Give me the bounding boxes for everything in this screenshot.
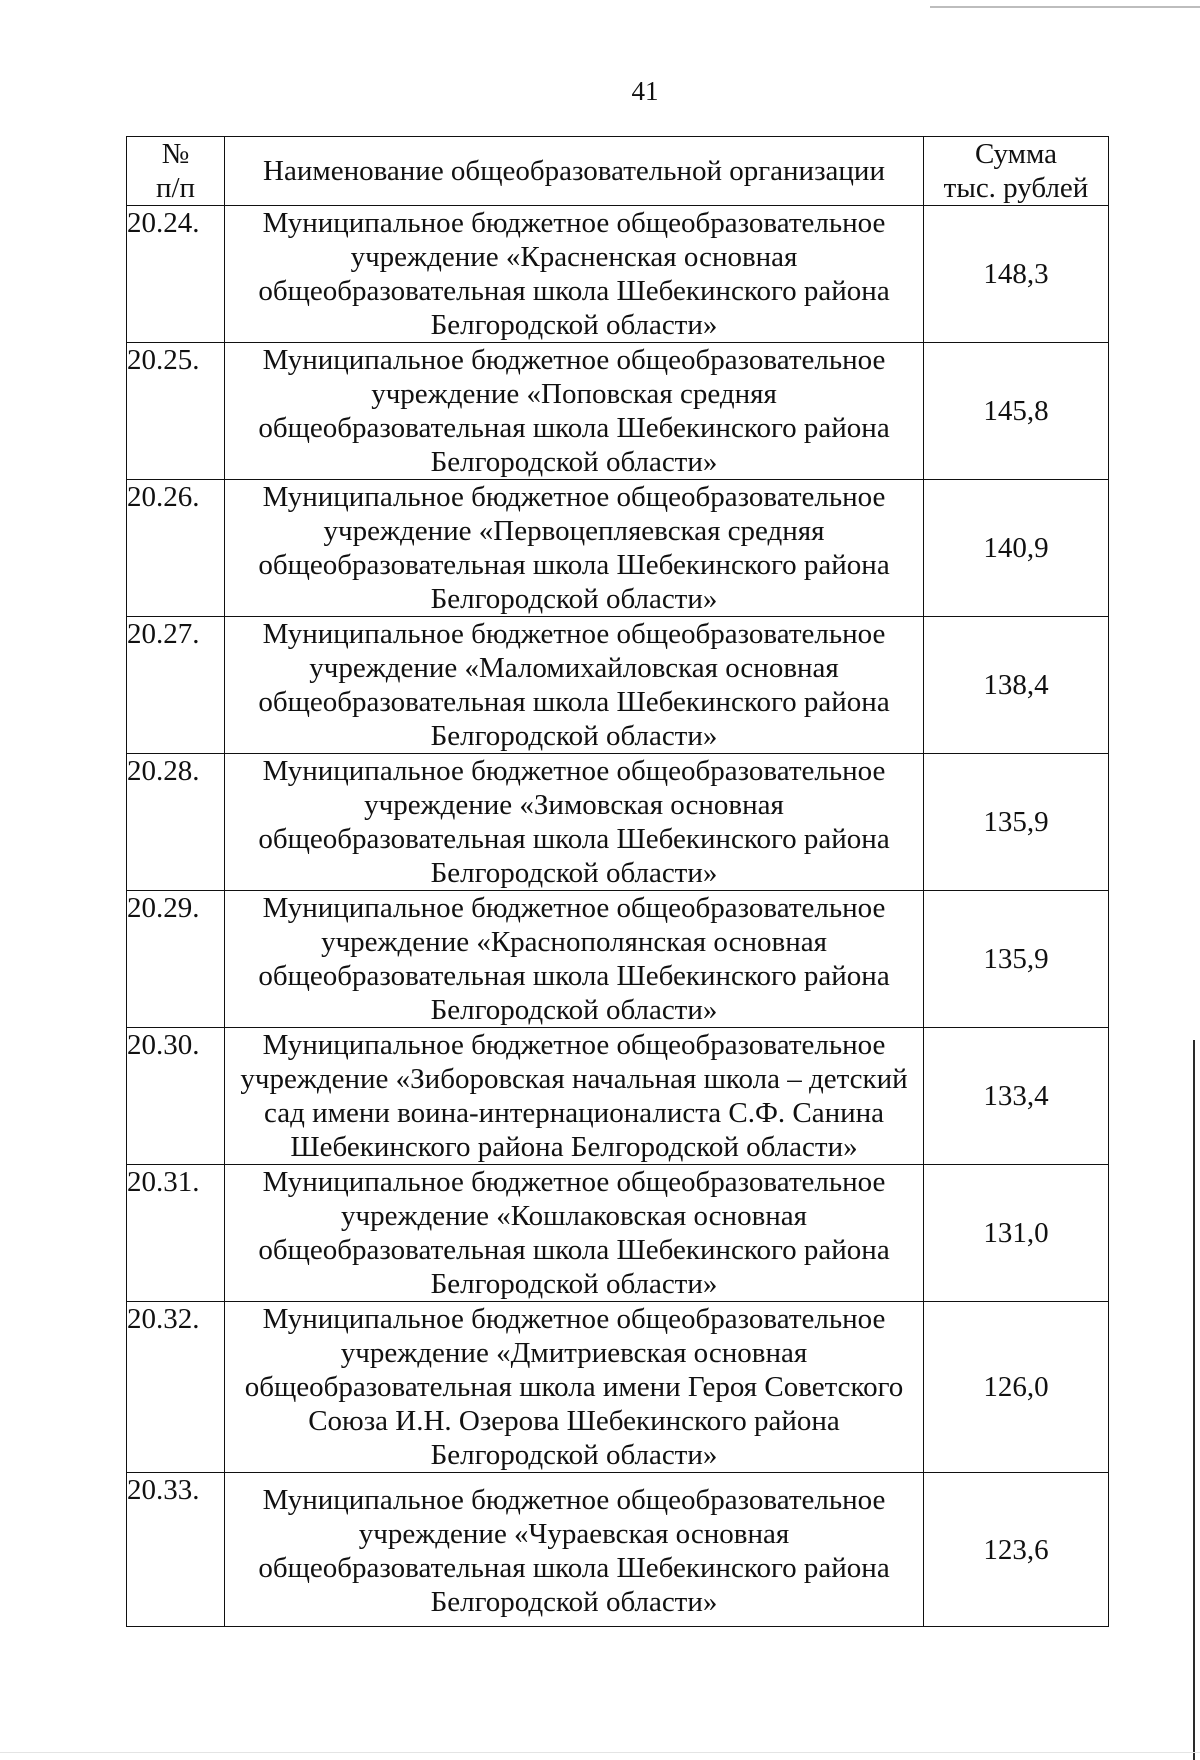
organization-name-line: учреждение «Маломихайловская основная <box>309 652 839 684</box>
organization-name-line: Муниципальное бюджетное общеобразовательное <box>262 1166 886 1198</box>
organization-name-line: учреждение «Первоцепляевская средняя <box>323 515 825 547</box>
organization-name-line: учреждение «Дмитриевская основная <box>340 1337 808 1369</box>
organization-name-line: Муниципальное бюджетное общеобразовательное <box>262 755 886 787</box>
row-number: 20.30. <box>127 1028 225 1165</box>
row-number: 20.25. <box>127 343 225 480</box>
scan-edge-right <box>1193 1040 1195 1760</box>
organization-name-line: Союза И.Н. Озерова Шебекинского района <box>308 1405 840 1437</box>
organization-name-line: Белгородской области» <box>430 1439 718 1471</box>
organization-name-line: общеобразовательная школа Шебекинского района <box>258 960 890 992</box>
row-number: 20.33. <box>127 1473 225 1627</box>
organization-name <box>225 1028 924 1165</box>
allocation-table <box>126 136 1109 1627</box>
organization-name <box>225 754 924 891</box>
table-row <box>127 343 1109 480</box>
organization-name-line: Муниципальное бюджетное общеобразовательное <box>262 1484 886 1516</box>
organization-name-line: общеобразовательная школа имени Героя Советского <box>244 1371 904 1403</box>
table-row <box>127 891 1109 1028</box>
amount-value: 135,9 <box>924 891 1109 1028</box>
header-number <box>127 137 225 206</box>
table-body <box>127 206 1109 1627</box>
organization-name-line: Белгородской области» <box>430 720 718 752</box>
organization-name-line: общеобразовательная школа Шебекинского района <box>258 686 890 718</box>
row-number: 20.32. <box>127 1302 225 1473</box>
organization-name-line: общеобразовательная школа Шебекинского района <box>258 412 890 444</box>
organization-name <box>225 891 924 1028</box>
table-row <box>127 617 1109 754</box>
organization-name <box>225 1165 924 1302</box>
organization-name-line: Муниципальное бюджетное общеобразовательное <box>262 207 886 239</box>
organization-name <box>225 617 924 754</box>
organization-name <box>225 1473 924 1627</box>
amount-value: 123,6 <box>924 1473 1109 1627</box>
organization-name-line: учреждение «Зиборовская начальная школа – детский <box>240 1063 908 1095</box>
organization-name-line: Муниципальное бюджетное общеобразовательное <box>262 481 886 513</box>
organization-name-line: Муниципальное бюджетное общеобразовательное <box>262 344 886 376</box>
row-number: 20.31. <box>127 1165 225 1302</box>
amount-value: 131,0 <box>924 1165 1109 1302</box>
organization-name-line: учреждение «Зимовская основная <box>364 789 784 821</box>
organization-name-line: общеобразовательная школа Шебекинского района <box>258 1552 890 1584</box>
amount-value: 135,9 <box>924 754 1109 891</box>
organization-name <box>225 480 924 617</box>
header-number-line-1: № <box>161 138 190 170</box>
organization-name-line: Белгородской области» <box>430 1268 718 1300</box>
amount-value: 138,4 <box>924 617 1109 754</box>
organization-name-line: Муниципальное бюджетное общеобразовательное <box>262 1029 886 1061</box>
table-header-row <box>127 137 1109 206</box>
page-number: 41 <box>631 76 659 106</box>
organization-name-line: Шебекинского района Белгородской области» <box>290 1131 858 1163</box>
organization-name-line: Муниципальное бюджетное общеобразовательное <box>262 1303 886 1335</box>
row-number: 20.29. <box>127 891 225 1028</box>
organization-name <box>225 343 924 480</box>
row-number: 20.28. <box>127 754 225 891</box>
table-row <box>127 754 1109 891</box>
organization-name-line: Белгородской области» <box>430 857 718 889</box>
organization-name-line: Белгородской области» <box>430 446 718 478</box>
header-sum <box>924 137 1109 206</box>
amount-value: 133,4 <box>924 1028 1109 1165</box>
table-row <box>127 1302 1109 1473</box>
header-name: Наименование общеобразовательной организации <box>225 137 924 206</box>
organization-name-line: Муниципальное бюджетное общеобразовательное <box>262 618 886 650</box>
organization-name-line: учреждение «Краснополянская основная <box>321 926 827 958</box>
organization-name-line: общеобразовательная школа Шебекинского района <box>258 1234 890 1266</box>
row-number: 20.24. <box>127 206 225 343</box>
organization-name-line: сад имени воина-интернационалиста С.Ф. Санина <box>263 1097 885 1129</box>
scan-edge-top <box>930 6 1200 8</box>
organization-name-line: учреждение «Кошлаковская основная <box>340 1200 807 1232</box>
header-number-line-2: п/п <box>155 172 196 204</box>
organization-name-line: Белгородской области» <box>430 994 718 1026</box>
amount-value: 140,9 <box>924 480 1109 617</box>
header-sum-line-1: Сумма <box>974 138 1058 170</box>
scan-edge-bottom <box>0 1752 1200 1753</box>
amount-value: 145,8 <box>924 343 1109 480</box>
organization-name-line: Белгородской области» <box>430 1586 718 1618</box>
organization-name-line: общеобразовательная школа Шебекинского района <box>258 275 890 307</box>
table-row <box>127 1165 1109 1302</box>
table-row <box>127 1473 1109 1627</box>
organization-name-line: учреждение «Поповская средняя <box>371 378 777 410</box>
table-row <box>127 206 1109 343</box>
organization-name-line: учреждение «Красненская основная <box>350 241 798 273</box>
organization-name-line: Белгородской области» <box>430 309 718 341</box>
organization-name-line: Муниципальное бюджетное общеобразовательное <box>262 892 886 924</box>
amount-value: 126,0 <box>924 1302 1109 1473</box>
organization-name-line: общеобразовательная школа Шебекинского района <box>258 823 890 855</box>
organization-name-line: Белгородской области» <box>430 583 718 615</box>
organization-name-line: учреждение «Чураевская основная <box>358 1518 790 1550</box>
table-row <box>127 480 1109 617</box>
table-row <box>127 1028 1109 1165</box>
amount-value: 148,3 <box>924 206 1109 343</box>
row-number: 20.26. <box>127 480 225 617</box>
organization-name <box>225 1302 924 1473</box>
row-number: 20.27. <box>127 617 225 754</box>
organization-name <box>225 206 924 343</box>
organization-name-line: общеобразовательная школа Шебекинского района <box>258 549 890 581</box>
header-sum-line-2: тыс. рублей <box>943 172 1089 204</box>
